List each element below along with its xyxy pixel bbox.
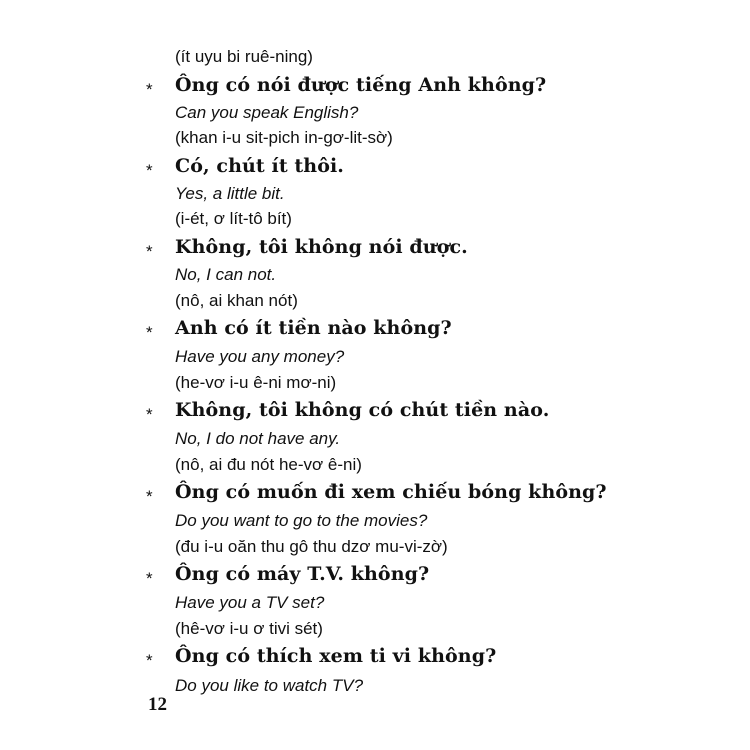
entry-bullet: * [146, 569, 153, 588]
entry-vietnamese: Có, chút ít thôi. [175, 155, 345, 177]
entry-pronunciation: (đu i-u oăn thu gô thu dzơ mu-vi-zờ) [175, 537, 448, 556]
entry-pronunciation: (khan i-u sit-pich in-gơ-lit-sờ) [175, 128, 393, 147]
entry-vietnamese: Anh có ít tiền nào không? [175, 317, 452, 339]
entry-english: Yes, a little bit. [175, 184, 285, 203]
entry-vietnamese: Ông có muốn đi xem chiếu bóng không? [175, 481, 607, 503]
entry-pronunciation: (i-ét, ơ lít-tô bít) [175, 209, 292, 228]
entry-bullet: * [146, 161, 153, 180]
entry-bullet: * [146, 651, 153, 670]
entry-bullet: * [146, 242, 153, 261]
entry-english: Do you like to watch TV? [175, 676, 364, 695]
entry-english: No, I do not have any. [175, 429, 341, 448]
entry-english: No, I can not. [175, 265, 277, 284]
entry-vietnamese: Không, tôi không nói được. [175, 236, 468, 258]
entry-pronunciation: (he-vơ i-u ê-ni mơ-ni) [175, 373, 337, 392]
entry-english: Can you speak English? [175, 103, 359, 122]
entry-bullet: * [146, 80, 153, 99]
entry-english: Have you any money? [175, 347, 345, 366]
entry-pronunciation: (nô, ai khan nót) [175, 291, 298, 310]
entry-pronunciation: (nô, ai đu nót he-vơ ê-ni) [175, 455, 362, 474]
page-number: 12 [148, 694, 167, 715]
entry-vietnamese: Ông có nói được tiếng Anh không? [175, 74, 547, 96]
entry-vietnamese: Không, tôi không có chút tiền nào. [175, 399, 550, 421]
entry-pronunciation: (hê-vơ i-u ơ tivi sét) [175, 619, 323, 638]
entry-vietnamese: Ông có thích xem ti vi không? [175, 645, 497, 667]
entry-english: Have you a TV set? [175, 593, 325, 612]
top-pronunciation: (ít uyu bi ruê-ning) [175, 47, 313, 66]
entry-bullet: * [146, 323, 153, 342]
entry-vietnamese: Ông có máy T.V. không? [175, 563, 430, 585]
entry-bullet: * [146, 405, 153, 424]
entry-bullet: * [146, 487, 153, 506]
entry-english: Do you want to go to the movies? [175, 511, 428, 530]
